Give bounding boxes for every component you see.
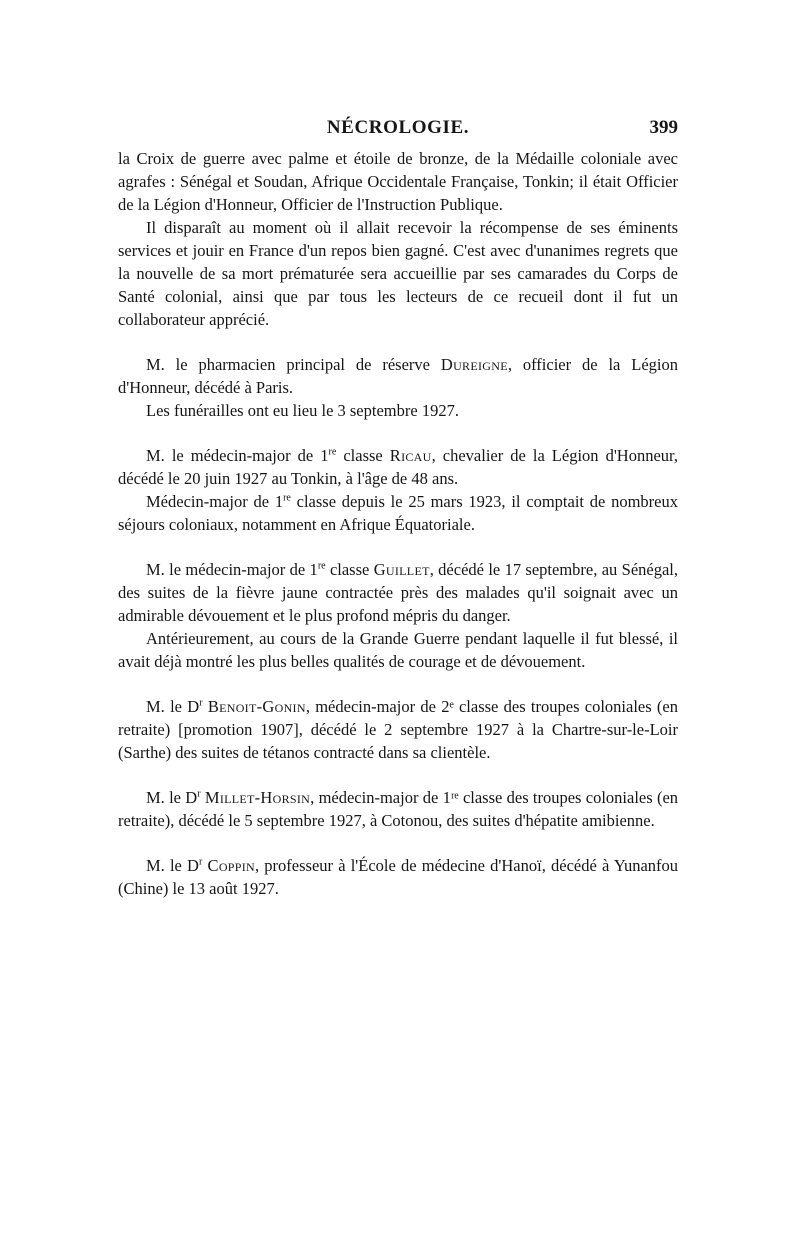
obituary-closing: Il disparaît au moment où il allait recevoir la récompense de ses éminents services et jouir en France d'un repos bien gagné. C'est avec d'unanimes regrets que la nouvelle de sa mort prématurée sera accueillie par ses camarades du Corps de Santé colonial, ainsi que par tous les lecteurs de ce recueil dont il fut un collaborateur apprécié. — [118, 218, 678, 329]
person-name: Coppin — [207, 856, 255, 875]
notice-benoit-gonin: M. le $D^r$ Benoit-Gonin, médecin-major de 2ᵉ classe des troupes coloniales (en retraite) [promotion 1907], décédé le 2 septembre 1927 à la Chartre-sur-le-Loir (Sarthe) des suites de tétanos contracté dans sa clientèle. — [118, 697, 679, 762]
notice-guillet-war: Antérieurement, au cours de la Grande Guerre pendant laquelle il fut blessé, il avait déjà montré les plus belles qualités de courage et de dévouement. — [118, 629, 678, 671]
notice-ricau: M. le médecin-major de 1re classe Ricau, chevalier de la Légion d'Honneur, décédé le 20 juin 1927 au Tonkin, à l'âge de 48 ans. — [118, 446, 678, 488]
notice-ricau-career: Médecin-major de 1re classe depuis le 25 mars 1923, il comptait de nombreux séjours coloniaux, notamment en Afrique Équatoriale. — [118, 492, 679, 534]
page-title: NÉCROLOGIE. — [326, 117, 470, 138]
person-name: Benoit-Gonin — [207, 697, 306, 716]
notice-coppin: M. le $D^r$ Coppin, professeur à l'École de médecine d'Hanoï, décédé à Yunanfou (Chine) le 13 août 1927. — [118, 856, 679, 898]
person-name: Millet-Horsin — [204, 788, 311, 807]
notice-guillet: M. le médecin-major de 1re classe Guillet, décédé le 17 septembre, au Sénégal, des suites de la fièvre jaune contractée près des malades qu'il soignait avec un admirable dévouement et le plus profond mépris du danger. — [118, 560, 678, 625]
obituary-continuation: la Croix de guerre avec palme et étoile de bronze, de la Médaille coloniale avec agrafes : Sénégal et Soudan, Afrique Occidentale Française, Tonkin; il était Officier de la Légion d'Honneur, Officier de l'Instruction Publique. — [118, 149, 678, 214]
notice-dureigne-funeral: Les funérailles ont eu lieu le 3 septembre 1927. — [146, 401, 459, 420]
person-name: Ricau — [389, 446, 432, 465]
notice-dureigne: M. le pharmacien principal de réserve Dureigne, officier de la Légion d'Honneur, décédé à Paris. — [118, 355, 678, 397]
page-body — [118, 147, 678, 900]
person-name: Guillet — [373, 560, 430, 579]
person-name: Dureigne — [440, 355, 508, 374]
notice-millet-horsin: M. le $D^r$ Millet-Horsin, médecin-major de 1ʳᵉ classe des troupes coloniales (en retraite), décédé le 5 septembre 1927, à Cotonou, des suites d'hépatite amibienne. — [118, 788, 679, 830]
running-head — [118, 117, 678, 141]
page-number: 399 — [649, 117, 678, 138]
